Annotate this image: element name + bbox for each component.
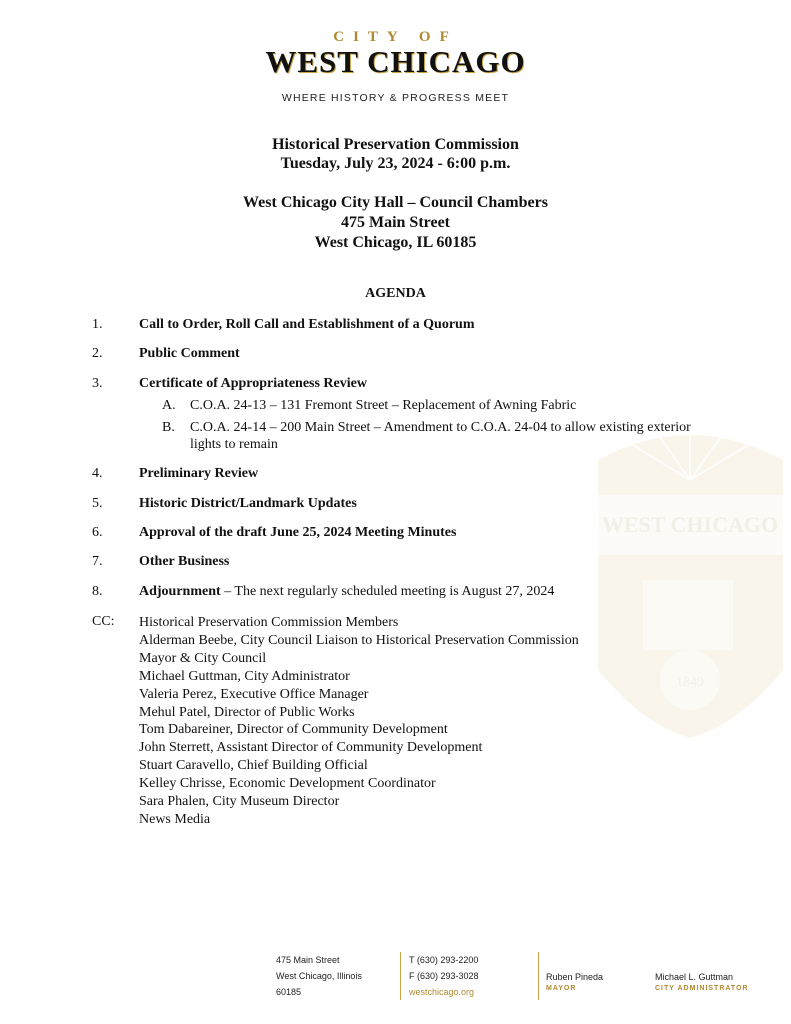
city-logo bbox=[0, 28, 791, 104]
website-link[interactable]: westchicago.org bbox=[409, 987, 475, 997]
item-number: 3. bbox=[92, 376, 103, 391]
item-number: 1. bbox=[92, 317, 103, 332]
address-line: 60185 bbox=[276, 987, 302, 997]
cc-recipient: Michael Guttman, City Administrator bbox=[139, 668, 350, 684]
cc-recipient: Kelley Chrisse, Economic Development Coordinator bbox=[139, 776, 436, 792]
logo-city-of: CITY OF bbox=[333, 29, 458, 45]
venue-city: West Chicago, IL 60185 bbox=[314, 234, 477, 251]
sub-item-text: C.O.A. 24-13 – 131 Fremont Street – Replacement of Awning Fabric bbox=[190, 398, 577, 413]
footer-divider bbox=[400, 952, 401, 1000]
item-number: 6. bbox=[92, 525, 103, 540]
admin-signature bbox=[655, 972, 749, 994]
item-number: 8. bbox=[92, 584, 103, 599]
address-line: 475 Main Street bbox=[276, 955, 340, 965]
cc-recipient: Stuart Caravello, Chief Building Official bbox=[139, 758, 368, 774]
item-number: 4. bbox=[92, 466, 103, 481]
cc-recipient: Valeria Perez, Executive Office Manager bbox=[139, 686, 369, 702]
footer bbox=[0, 952, 791, 1002]
mayor-title: MAYOR bbox=[546, 985, 577, 992]
cc-list bbox=[139, 614, 579, 829]
agenda-heading: AGENDA bbox=[365, 286, 426, 301]
logo-name: WEST CHICAGO bbox=[265, 44, 526, 79]
commission-title: Historical Preservation Commission bbox=[272, 136, 519, 153]
cc-label: CC: bbox=[92, 614, 115, 629]
footer-divider bbox=[538, 952, 539, 1000]
sub-item-letter: B. bbox=[162, 420, 175, 435]
item-title: Call to Order, Roll Call and Establishment of a Quorum bbox=[139, 317, 475, 332]
item-note: – The next regularly scheduled meeting is August 27, 2024 bbox=[220, 584, 555, 599]
item-title: Other Business bbox=[139, 554, 230, 569]
item-title: Historic District/Landmark Updates bbox=[139, 496, 357, 511]
phone-number: T (630) 293-2200 bbox=[409, 955, 479, 965]
item-number: 2. bbox=[92, 346, 103, 361]
item-title: Adjournment bbox=[139, 584, 221, 599]
item-title: Certificate of Appropriateness Review bbox=[139, 376, 367, 391]
seal-year: 1849 bbox=[676, 675, 704, 690]
cc-recipient: Alderman Beebe, City Council Liaison to Historical Preservation Commission bbox=[139, 632, 579, 648]
address-line: West Chicago, Illinois bbox=[276, 971, 362, 981]
venue: West Chicago City Hall – Council Chambers bbox=[243, 194, 548, 211]
cc-recipient: Sara Phalen, City Museum Director bbox=[139, 794, 340, 810]
admin-title: CITY ADMINISTRATOR bbox=[655, 985, 749, 992]
cc-recipient: Mehul Patel, Director of Public Works bbox=[139, 704, 355, 720]
item-number: 7. bbox=[92, 554, 103, 569]
admin-name: Michael L. Guttman bbox=[655, 972, 734, 982]
cc-recipient: Historical Preservation Commission Members bbox=[139, 615, 399, 630]
item-title: Preliminary Review bbox=[139, 466, 259, 481]
cc-recipient: Tom Dabareiner, Director of Community Development bbox=[139, 722, 448, 738]
item-title: Approval of the draft June 25, 2024 Meeting Minutes bbox=[139, 525, 457, 540]
venue-street: 475 Main Street bbox=[340, 214, 450, 231]
mayor-name: Ruben Pineda bbox=[546, 972, 604, 982]
cc-recipient: Mayor & City Council bbox=[139, 650, 267, 666]
city-seal-watermark bbox=[588, 420, 791, 740]
footer-address bbox=[276, 952, 362, 1000]
item-title: Public Comment bbox=[139, 346, 240, 361]
seal-text: WEST CHICAGO bbox=[601, 512, 779, 537]
meeting-date: Tuesday, July 23, 2024 - 6:00 p.m. bbox=[280, 155, 511, 172]
cc-recipient: John Sterrett, Assistant Director of Community Development bbox=[139, 740, 483, 756]
cc-recipient: News Media bbox=[139, 811, 211, 827]
item-number: 5. bbox=[92, 496, 103, 511]
logo-tagline: WHERE HISTORY & PROGRESS MEET bbox=[281, 92, 510, 104]
sub-item-text: C.O.A. 24-14 – 200 Main Street – Amendment to C.O.A. 24-04 to allow existing exterior lights to remain bbox=[190, 420, 691, 452]
fax-number: F (630) 293-3028 bbox=[409, 971, 479, 981]
mayor-signature bbox=[546, 972, 603, 994]
sub-item-letter: A. bbox=[162, 398, 176, 413]
footer-contact bbox=[409, 952, 479, 1000]
